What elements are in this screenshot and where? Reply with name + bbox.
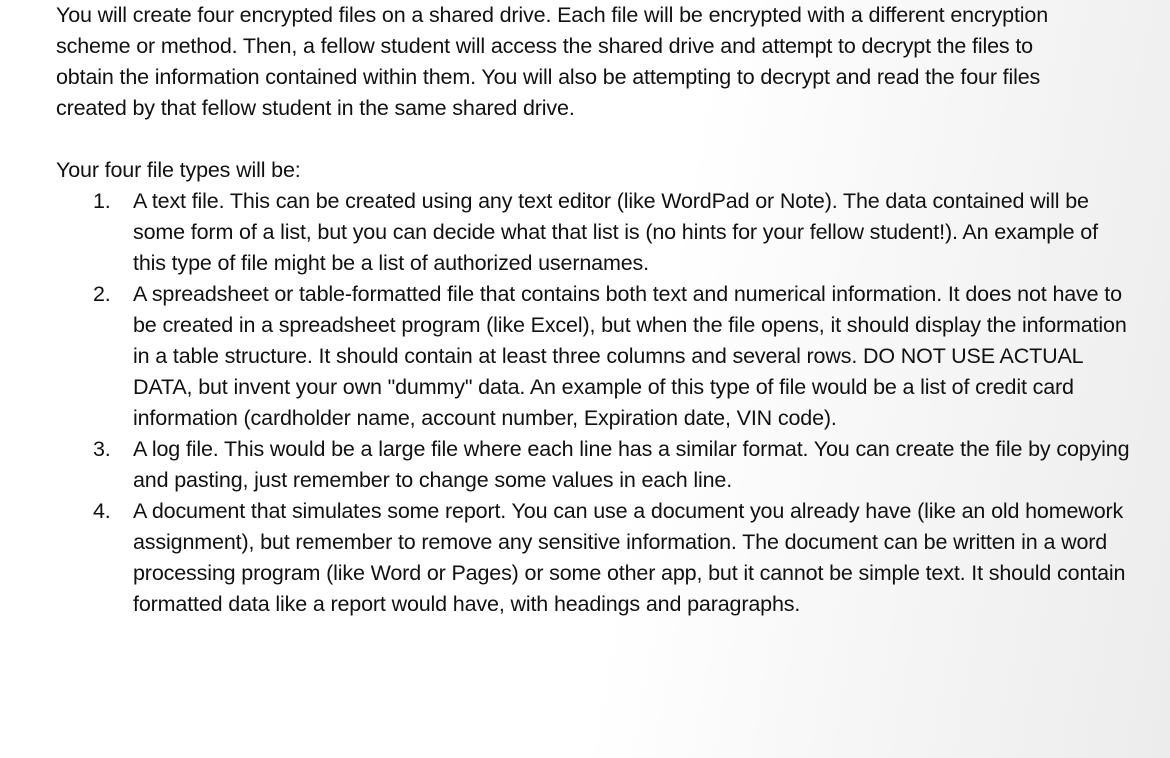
intro-paragraph: You will create four encrypted files on a shared drive. Each file will be encrypted with a different encryption scheme or method. Then, a fellow student will access the shared drive and attempt to decrypt the files to obtain the information contained within them. You will also be attempting to decrypt and read the four files created by that fellow student in the same shared drive. — [56, 3, 1049, 120]
list-item-text: A spreadsheet or table-formatted file that contains both text and numerical information. It does not have to be created in a spreadsheet program (like Excel), but when the file opens, it should display the information in a table structure. It should contain at least three columns and several rows. DO NOT USE ACTUAL DATA, but invent your own "dummy" data. An example of this type of file would be a list of credit card information (cardholder name, account number, Expiration date, VIN code). — [133, 282, 1127, 430]
list-item — [56, 434, 1133, 496]
list-item-text: A text file. This can be created using any text editor (like WordPad or Note). The data contained will be some form of a list, but you can decide what that list is (no hints for your fellow student!). An example of this type of file might be a list of authorized usernames. — [133, 189, 1098, 275]
list-item-text: A document that simulates some report. You can use a document you already have (like an old homework assignment), but remember to remove any sensitive information. The document can be written in a word processing program (like Word or Pages) or some other app, but it cannot be simple text. It should contain formatted data like a report would have, with headings and paragraphs. — [133, 499, 1126, 616]
list-item-text: A log file. This would be a large file where each line has a similar format. You can create the file by copying and pasting, just remember to change some values in each line. — [133, 437, 1130, 492]
list-item — [56, 279, 1133, 434]
list-item-number: 1. — [93, 189, 111, 213]
list-item-number: 3. — [93, 437, 111, 461]
list-item-number: 4. — [93, 499, 111, 523]
document-page — [56, 0, 1156, 620]
list-item — [56, 496, 1133, 620]
file-types-list — [56, 186, 1156, 620]
file-types-lead: Your four file types will be: — [56, 158, 301, 182]
list-item — [56, 186, 1133, 279]
list-item-number: 2. — [93, 282, 111, 306]
